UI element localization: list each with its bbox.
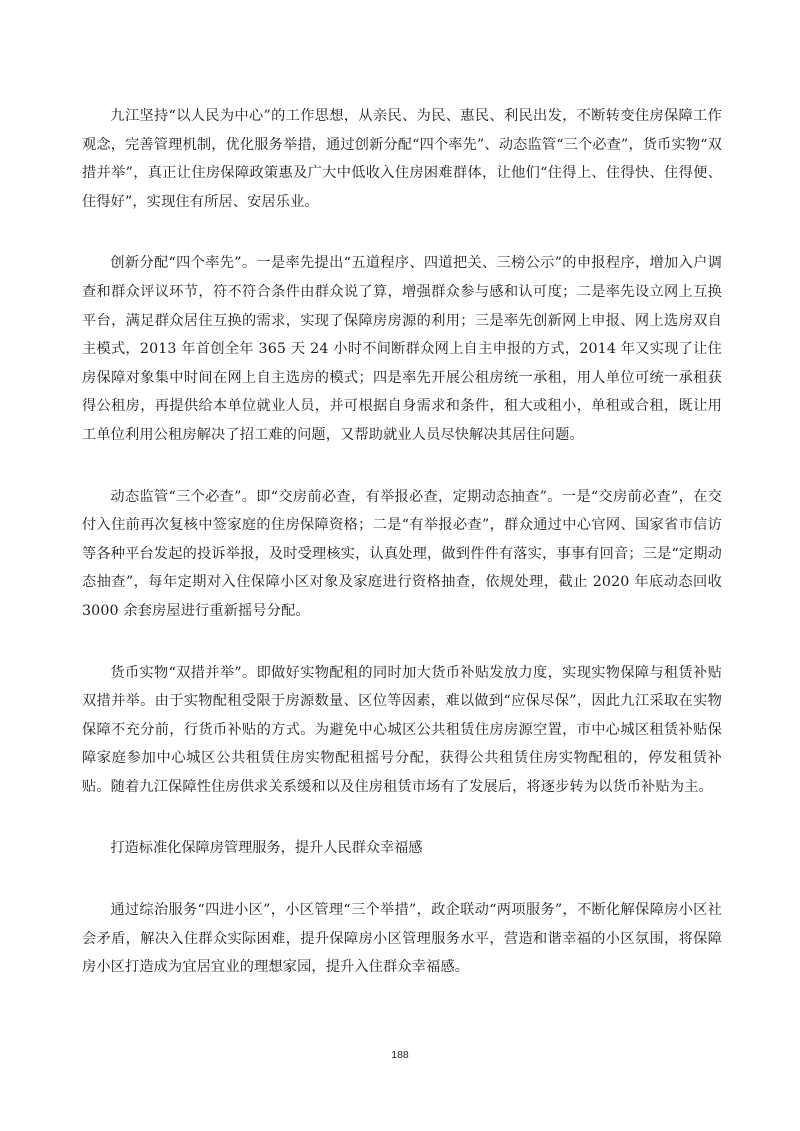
supervision-paragraph: 动态监管“三个必查”。即“交房前必查，有举报必查，定期动态抽查”。一是“交房前必查”，在交付入住前再次复核中签家庭的住房保障资格；二是“有举报必查”，群众通过中心官网、国家省市信访等各种平台发起的投诉举报，及时受理核实，认真处理，做到件件有落实，事事有回音；三是“定期动态抽查”，每年定期对入住保障小区对象及家庭进行资格抽查，依规处理，截止 2020 年底动态回收 3000 余套房屋进行重新摇号分配。: [82, 488, 722, 619]
subsidy-paragraph: 货币实物“双措并举”。即做好实物配租的同时加大货币补贴发放力度，实现实物保障与租赁补贴双措并举。由于实物配租受限于房源数量、区位等因素，难以做到“应保尽保”，因此九江采取在实物保障不充分前，行货币补贴的方式。为避免中心城区公共租赁住房房源空置，市中心城区租赁补贴保障家庭参加中心城区公共租赁住房实物配租摇号分配，获得公共租赁住房实物配租的，停发租赁补贴。随着九江保障性住房供求关系缓和以及住房租赁市场有了发展后，将逐步转为以货币补贴为主。: [82, 664, 722, 795]
allocation-paragraph: 创新分配“四个率先”。一是率先提出“五道程序、四道把关、三榜公示”的申报程序，增加入户调查和群众评议环节，符不符合条件由群众说了算，增强群众参与感和认可度；二是率先设立网上互换平台，满足群众居住互换的需求，实现了保障房房源的利用；三是率先创新网上申报、网上选房双自主模式，2013 年首创全年 365 天 24 小时不间断群众网上自主申报的方式，2014 年又实现了让住房保障对象集中时间在网上自主选房的模式；四是率先开展公租房统一承租，用人单位可统一承租获得公租房，再提供给本单位就业人员，并可根据自身需求和条件，租大或租小，单租或合租，既让用工单位利用公租房解决了招工难的问题，又帮助就业人员尽快解决其居住问题。: [82, 255, 722, 443]
document-page: [82, 102, 722, 982]
section-heading: 打造标准化保障房管理服务，提升人民群众幸福感: [110, 840, 423, 857]
closing-paragraph: 通过综治服务“四进小区”，小区管理“三个举措”，政企联动“两项服务”，不断化解保障房小区社会矛盾，解决入住群众实际困难，提升保障房小区管理服务水平，营造和谐幸福的小区氛围，将保障房小区打造成为宜居宜业的理想家园，提升入住群众幸福感。: [82, 902, 722, 976]
intro-paragraph: 九江坚持“以人民为中心”的工作思想，从亲民、为民、惠民、利民出发，不断转变住房保障工作观念，完善管理机制，优化服务举措，通过创新分配“四个率先”、动态监管“三个必查”，货币实物“双措并举”，真正让住房保障政策惠及广大中低收入住房困难群体，让他们“住得上、住得快、住得便、住得好”，实现住有所居、安居乐业。: [82, 108, 722, 210]
page-number: 188: [391, 1049, 409, 1061]
